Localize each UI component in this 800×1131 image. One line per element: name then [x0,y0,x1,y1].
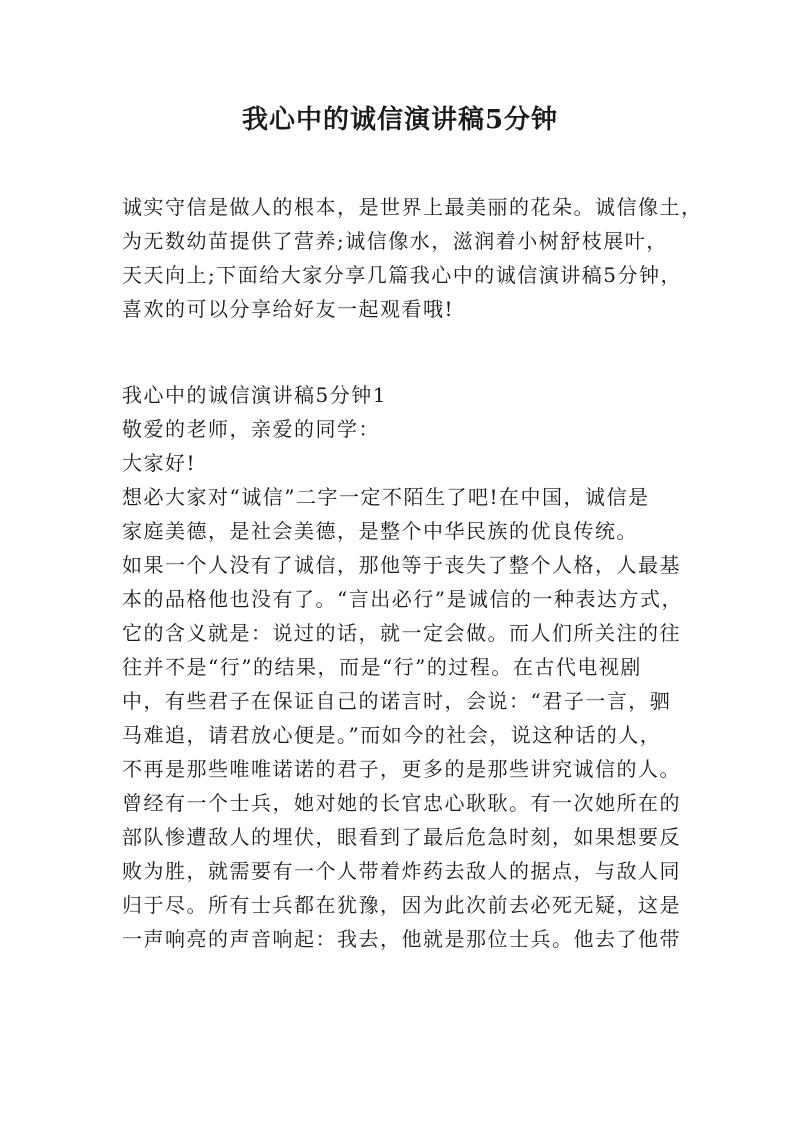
text-line: 诚实守信是做人的根本，是世界上最美丽的花朵。诚信像土， [122,195,702,219]
text-line: 如果一个人没有了诚信，那他等于丧失了整个人格，人最基 [122,553,681,577]
text-line: 一声响亮的声音响起：我去，他就是那位士兵。他去了他带 [122,927,681,951]
text-line: 本的品格他也没有了。“言出必行”是诚信的一种表达方式， [122,587,683,611]
text-line: 想必大家对“诚信”二字一定不陌生了吧!在中国，诚信是 [122,485,650,509]
text-line: 败为胜，就需要有一个人带着炸药去敌人的据点，与敌人同 [122,859,681,883]
text-line: 往并不是“行”的结果，而是“行”的过程。在古代电视剧 [122,655,642,679]
text-line: 天天向上;下面给大家分享几篇我心中的诚信演讲稿5分钟， [122,263,682,287]
speech-heading: 我心中的诚信演讲稿5分钟1 [122,383,387,407]
text-line: 它的含义就是：说过的话，就一定会做。而人们所关注的往 [122,621,681,645]
text-line: 家庭美德，是社会美德，是整个中华民族的优良传统。 [122,519,638,543]
text-line: 为无数幼苗提供了营养;诚信像水，滋润着小树舒枝展叶， [122,229,668,253]
text-line: 归于尽。所有士兵都在犹豫，因为此次前去必死无疑，这是 [122,893,681,917]
salutation: 敬爱的老师，亲爱的同学： [122,417,380,441]
text-line: 中，有些君子在保证自己的诺言时，会说：“君子一言，驷 [122,689,672,713]
text-line: 喜欢的可以分享给好友一起观看哦! [122,297,455,321]
text-line: 曾经有一个士兵，她对她的长官忠心耿耿。有一次她所在的 [122,791,681,815]
text-line: 部队惨遭敌人的埋伏，眼看到了最后危急时刻，如果想要反 [122,825,681,849]
greeting: 大家好! [122,451,197,475]
speech-body [122,378,702,956]
document-title: 我心中的诚信演讲稿5分钟 [241,105,559,135]
text-line: 马难追，请君放心便是。”而如今的社会，说这种话的人， [122,723,662,747]
intro-paragraph [122,190,702,326]
text-line: 不再是那些唯唯诺诺的君子，更多的是那些讲究诚信的人。 [122,757,681,781]
